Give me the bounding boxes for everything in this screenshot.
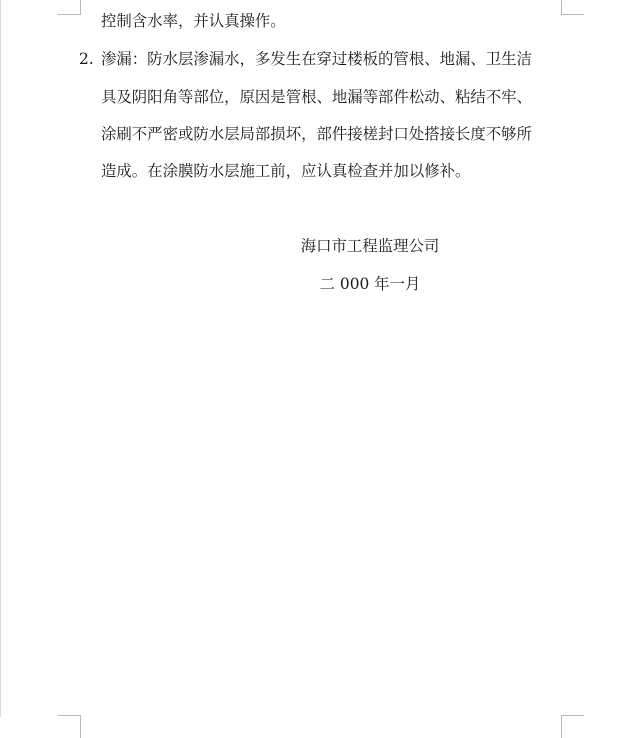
margin-corner-top-right bbox=[561, 0, 584, 15]
list-item-line: 造成。在涂膜防水层施工前，应认真检查并加以修补。 bbox=[101, 162, 471, 180]
margin-corner-bottom-right bbox=[561, 715, 584, 738]
margin-corner-bottom-left bbox=[58, 715, 81, 738]
signature-company: 海口市工程监理公司 bbox=[300, 237, 440, 255]
list-item-line: 涂刷不严密或防水层局部损坏，部件接槎封口处搭接长度不够所 bbox=[101, 125, 532, 143]
page-left-edge bbox=[0, 0, 1, 717]
list-number: 2. bbox=[79, 50, 94, 68]
list-item-line: 具及阴阳角等部位，原因是管根、地漏等部件松动、粘结不牢、 bbox=[101, 88, 532, 106]
signature-date: 二 000 年一月 bbox=[319, 275, 421, 293]
margin-corner-top-left bbox=[58, 0, 81, 15]
paragraph-top-line: 控制含水率，并认真操作。 bbox=[101, 12, 286, 30]
list-item-line: 渗漏：防水层渗漏水，多发生在穿过楼板的管根、地漏、卫生洁 bbox=[101, 50, 532, 68]
